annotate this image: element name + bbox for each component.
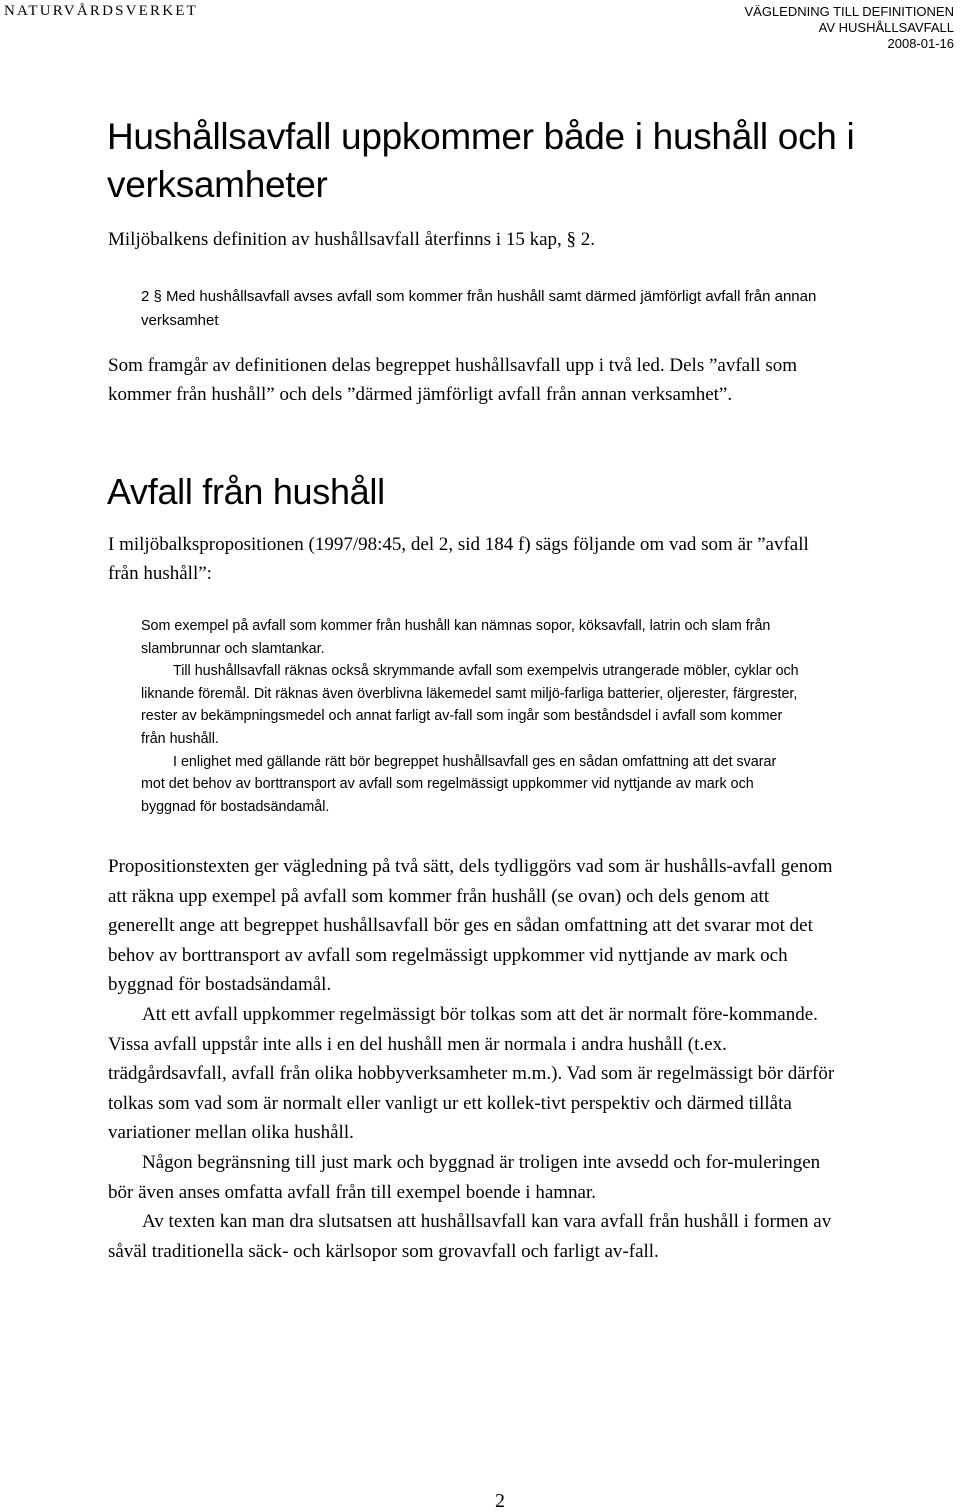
definition-intro-paragraph: Som framgår av definitionen delas begreppet hushållsavfall upp i två led. Dels ”avfall som kommer från hushåll” och dels ”därmed jämförligt avfall från annan verksamhet”. [108,355,798,405]
proposition-intro-paragraph: I miljöbalkspropositionen (1997/98:45, del 2, sid 184 f) sägs följande om vad som är ”avfall från hushåll”: [108,534,809,584]
document-title-line-2: AV HUSHÅLLSAVFALL [818,20,954,35]
section-heading-1: Hushållsavfall uppkommer både i hushåll och i verksamheter [107,116,855,205]
document-title-line-1: VÄGLEDNING TILL DEFINITIONEN [744,4,954,19]
organization-name: NATURVÅRDSVERKET [4,3,199,19]
quote-paragraph: Som exempel på avfall som kommer från hushåll kan nämnas sopor, köksavfall, latrin och slam från slambrunnar och slamtankar. [141,618,771,657]
document-date: 2008-01-16 [887,36,954,51]
document-header [745,4,955,52]
body-paragraph: Av texten kan man dra slutsatsen att hushållsavfall kan vara avfall från hushåll i formen av såväl traditionella säck- och kärlsopor som grovavfall och farligt av-fall. [108,1211,832,1262]
page-number: 2 [495,1490,505,1512]
body-paragraph: Någon begränsning till just mark och byggnad är troligen inte avsedd och for-muleringen bör även anses omfatta avfall från till exempel boende i hamnar. [108,1151,821,1203]
body-paragraph: Propositionstexten ger vägledning på två sätt, dels tydliggörs vad som är hushålls-avfall genom att räkna upp exempel på avfall som kommer från hushåll (se ovan) och dels genom att generellt ange att begreppet hushållsavfall bör ges en sådan omfattning att det svarar mot det behov av borttransport av avfall som regelmässigt uppkommer vid nyttjande av mark och byggnad för bostadsändamål. [108,856,833,996]
quote-paragraph: I enlighet med gällande rätt bör begreppet hushållsavfall ges en sådan omfattning att det svarar mot det behov av borttransport av avfall som regelmässigt uppkommer vid nyttjande av mark och byggnad för bostadsändamål. [141,753,777,815]
quote-paragraph: Till hushållsavfall räknas också skrymmande avfall som exempelvis utrangerade möbler, cyklar och liknande föremål. Dit räknas även överblivna läkemedel samt miljö-farliga batterier, oljerester, färgrester, rester av bekämpningsmedel och annat farligt av-fall som ingår som beståndsdel i avfall som kommer från hushåll. [141,663,799,747]
definition-reference: Miljöbalkens definition av hushållsavfall återfinns i 15 kap, § 2. [108,229,596,250]
body-paragraph: Att ett avfall uppkommer regelmässigt bör tolkas som att det är normalt före-kommande. Vissa avfall uppstår inte alls i en del hushåll men är normala i andra hushåll (t.ex. trädgårdsavfall, avfall från olika hobbyverksamheter m.m.). Vad som är regelmässigt bör därför tolkas som vad som är normalt eller vanligt ur ett kollek-tivt perspektiv och därmed tillåta variationer mellan olika hushåll. [108,1003,835,1144]
proposition-quote [141,615,801,818]
section-heading-2: Avfall från hushåll [107,471,385,512]
body-text [108,852,838,1266]
law-quote: 2 § Med hushållsavfall avses avfall som kommer från hushåll samt därmed jämförligt avfall från annan verksamhet [141,288,817,329]
